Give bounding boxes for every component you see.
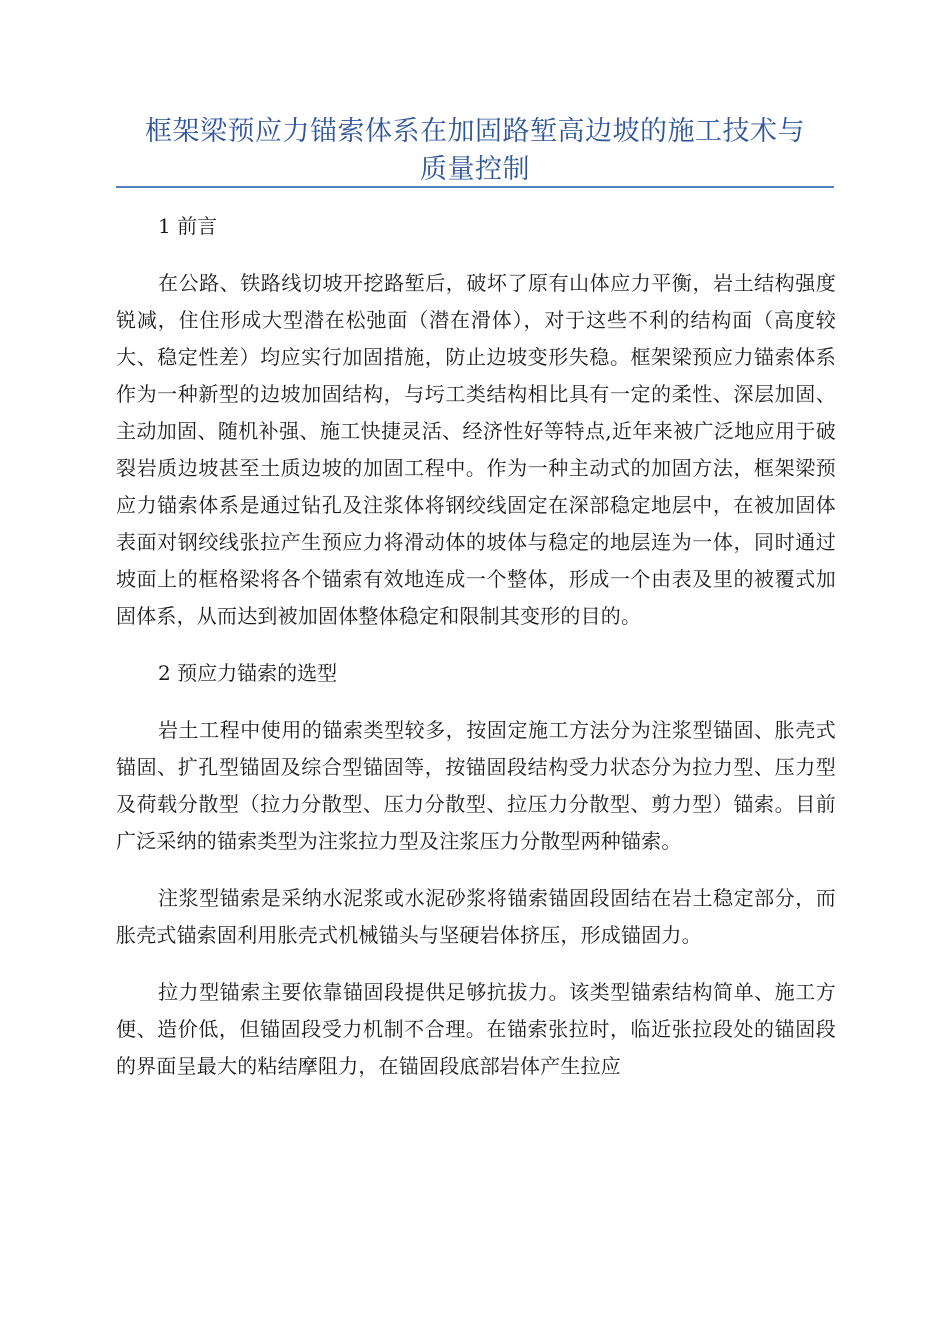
paragraph: 注浆型锚索是采纳水泥浆或水泥砂浆将锚索锚固段固结在岩土稳定部分，而胀壳式锚索固利用胀壳式机械锚头与坚硬岩体挤压，形成锚固力。 <box>116 886 836 947</box>
title-line-2: 质量控制 <box>420 154 530 185</box>
title-line-1: 框架梁预应力锚索体系在加固路堑高边坡的施工技术与 <box>145 116 805 147</box>
document-body <box>116 208 836 1105</box>
paragraph: 拉力型锚索主要依靠锚固段提供足够抗拔力。该类型锚索结构简单、施工方便、造价低，但锚固段受力机制不合理。在锚索张拉时，临近张拉段处的锚固段的界面呈最大的粘结摩阻力，在锚固段底部岩体产生拉应 <box>116 980 836 1078</box>
paragraph: 岩土工程中使用的锚索类型较多，按固定施工方法分为注浆型锚固、胀壳式锚固、扩孔型锚固及综合型锚固等，按锚固段结构受力状态分为拉力型、压力型及荷载分散型（拉力分散型、压力分散型、拉压力分散型、剪力型）锚索。目前广泛采纳的锚索类型为注浆拉力型及注浆压力分散型两种锚索。 <box>116 718 836 853</box>
section-heading-introduction: 1 前言 <box>158 214 218 238</box>
title-block <box>116 113 834 189</box>
document-title <box>116 113 834 189</box>
section-heading-anchor-selection: 2 预应力锚索的选型 <box>158 661 338 685</box>
paragraph: 在公路、铁路线切坡开挖路堑后，破坏了原有山体应力平衡，岩土结构强度锐减，住住形成大型潜在松弛面（潜在滑体），对于这些不利的结构面（高度较大、稳定性差）均应实行加固措施，防止边坡变形失稳。框架梁预应力锚索体系作为一种新型的边坡加固结构，与圬工类结构相比具有一定的柔性、深层加固、主动加固、随机补强、施工快捷灵活、经济性好等特点,近年来被广泛地应用于破裂岩质边坡甚至土质边坡的加固工程中。作为一种主动式的加固方法，框架梁预应力锚索体系是通过钻孔及注浆体将钢绞线固定在深部稳定地层中，在被加固体表面对钢绞线张拉产生预应力将滑动体的坡体与稳定的地层连为一体，同时通过坡面上的框格梁将各个锚索有效地连成一个整体，形成一个由表及里的被覆式加固体系，从而达到被加固体整体稳定和限制其变形的目的。 <box>116 271 836 628</box>
title-underline <box>116 186 834 188</box>
